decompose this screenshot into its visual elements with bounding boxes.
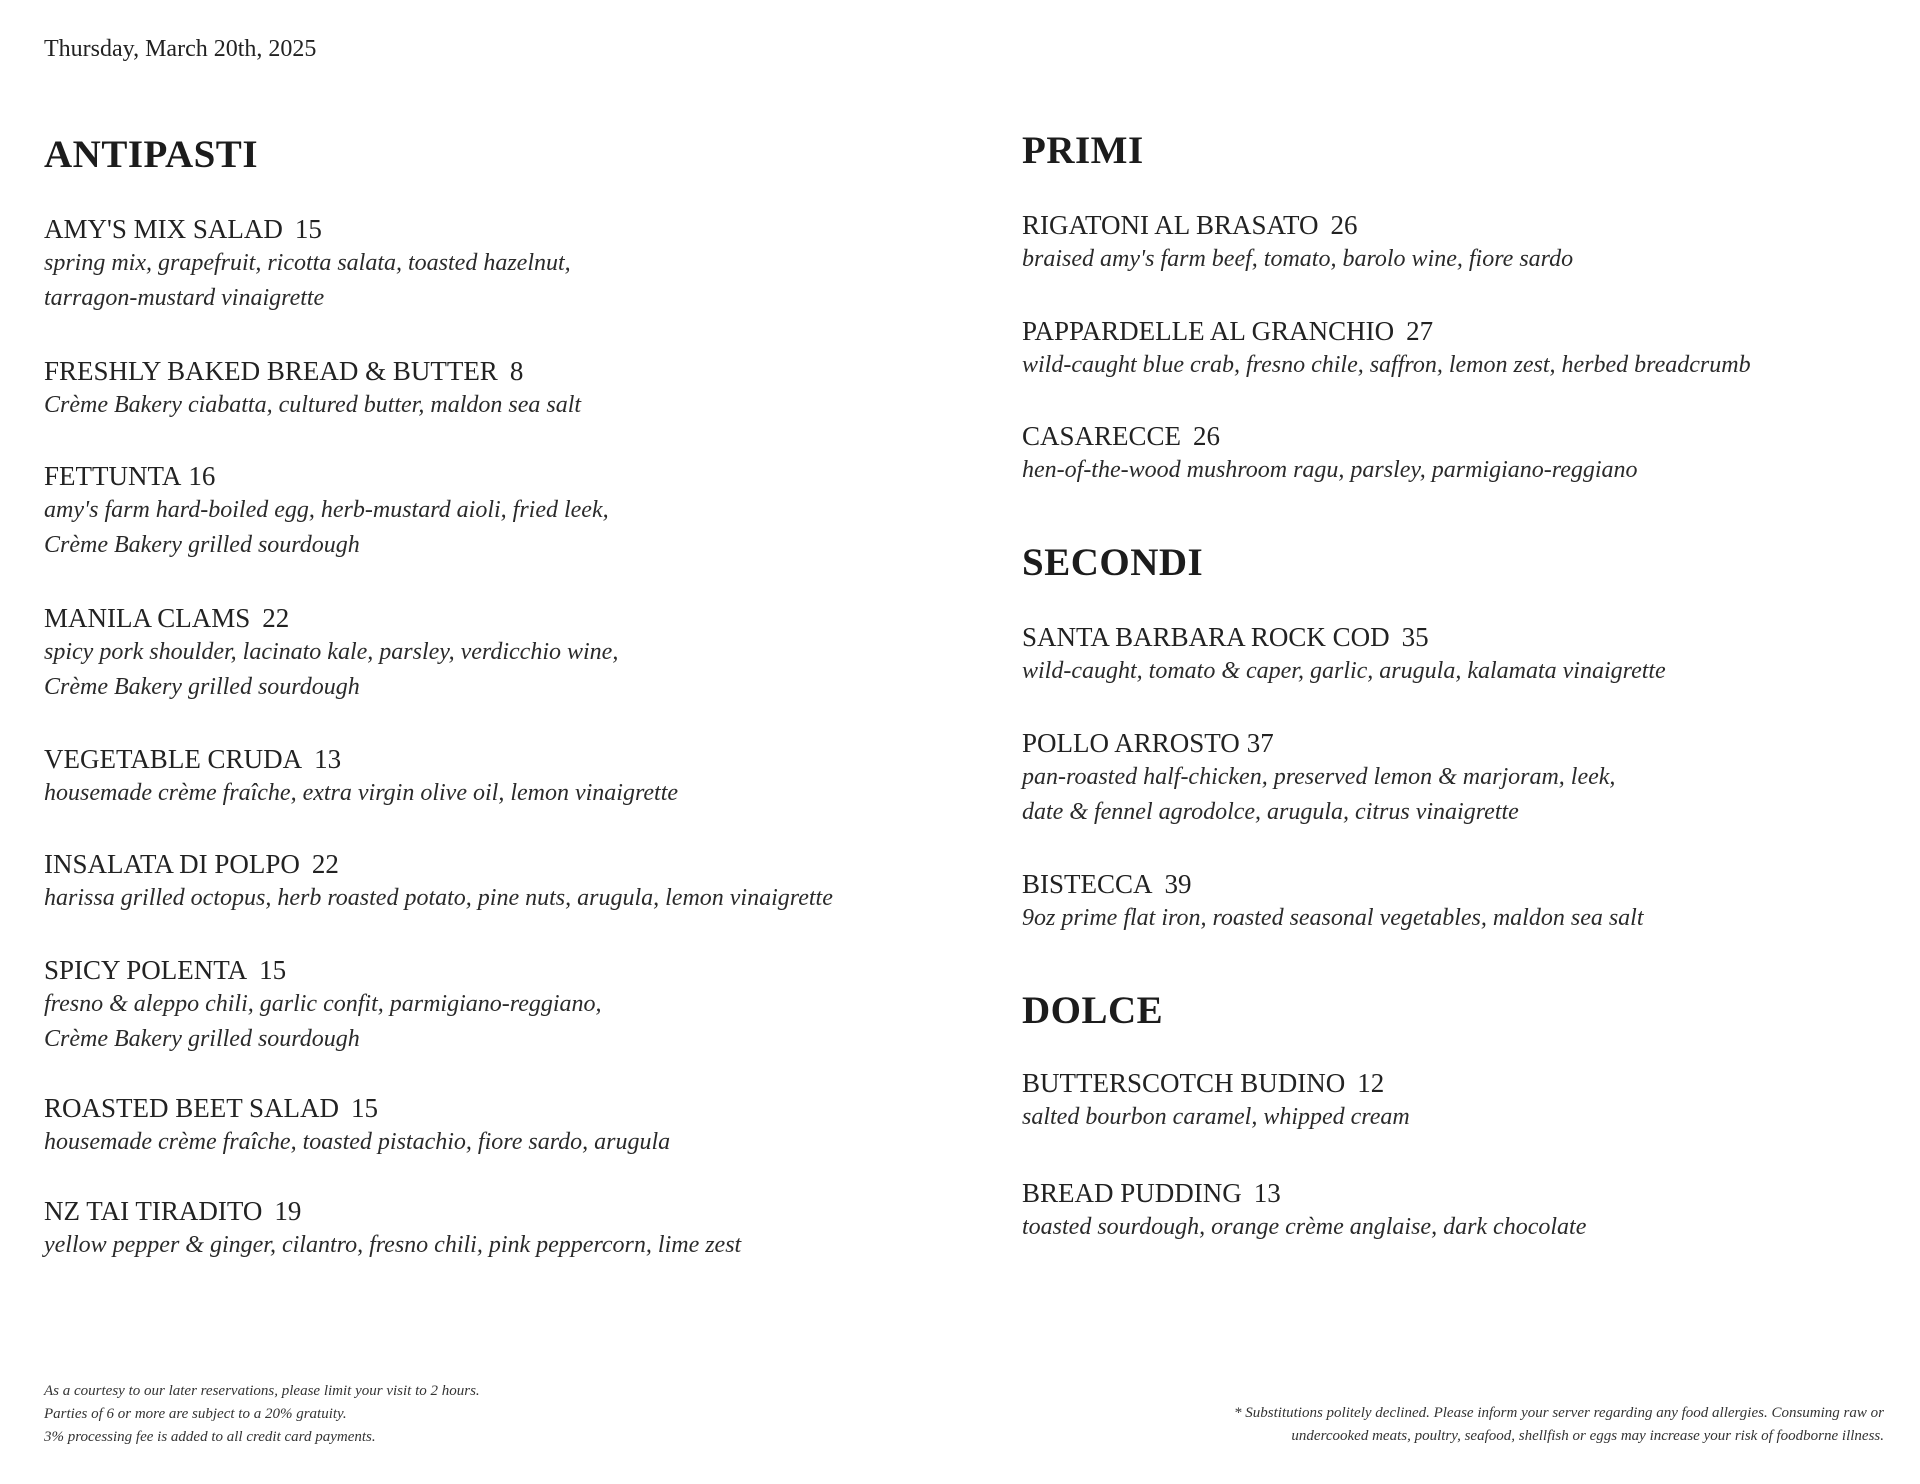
menu-item — [1022, 1176, 1586, 1245]
item-description: 9oz prime flat iron, roasted seasonal vegetables, maldon sea salt — [1022, 905, 1644, 931]
item-description: spicy pork shoulder, lacinato kale, parsley, verdicchio wine, — [44, 639, 619, 665]
item-price: 22 — [311, 849, 339, 879]
item-price: 13 — [314, 744, 342, 774]
item-description: Crème Bakery grilled sourdough — [44, 532, 360, 558]
menu-item — [1022, 620, 1666, 689]
item-name: BISTECCA — [1022, 869, 1153, 899]
menu-item — [44, 847, 833, 916]
menu-item — [44, 742, 678, 811]
item-description: hen-of-the-wood mushroom ragu, parsley, parmigiano-reggiano — [1022, 457, 1638, 483]
item-description: housemade crème fraîche, extra virgin olive oil, lemon vinaigrette — [44, 780, 679, 806]
item-name-line — [44, 1194, 741, 1228]
menu-date: Thursday, March 20th, 2025 — [44, 36, 317, 62]
section-title-primi: PRIMI — [1022, 129, 1144, 172]
menu-item — [44, 953, 602, 1057]
item-name: SANTA BARBARA ROCK COD — [1022, 622, 1390, 652]
item-description: housemade crème fraîche, toasted pistachio, fiore sardo, arugula — [44, 1129, 671, 1155]
item-name: MANILA CLAMS — [44, 603, 251, 633]
menu-item — [44, 459, 609, 563]
item-name: NZ TAI TIRADITO — [44, 1196, 263, 1226]
menu-item — [1022, 208, 1573, 277]
item-name: FETTUNTA — [44, 461, 182, 491]
footer-note: Parties of 6 or more are subject to a 20% gratuity. — [44, 1406, 347, 1422]
item-name-line — [44, 847, 833, 881]
item-name-line — [1022, 314, 1751, 348]
menu-item — [44, 1194, 741, 1263]
item-name: VEGETABLE CRUDA — [44, 744, 303, 774]
item-name: PAPPARDELLE AL GRANCHIO — [1022, 316, 1395, 346]
item-name: ROASTED BEET SALAD — [44, 1093, 340, 1123]
menu-item — [44, 212, 571, 316]
item-name-line — [44, 212, 571, 246]
menu-item — [1022, 726, 1615, 830]
item-description: fresno & aleppo chili, garlic confit, parmigiano-reggiano, — [44, 991, 602, 1017]
item-name: FRESHLY BAKED BREAD & BUTTER — [44, 356, 498, 386]
menu-item — [1022, 1066, 1410, 1135]
item-name: BREAD PUDDING — [1022, 1178, 1242, 1208]
item-price: 22 — [262, 603, 290, 633]
menu-item — [1022, 314, 1751, 383]
item-name-line — [1022, 867, 1644, 901]
footer-note: As a courtesy to our later reservations, please limit your visit to 2 hours. — [44, 1383, 480, 1399]
item-price: 8 — [509, 356, 524, 386]
footer-policy-notes — [44, 1380, 480, 1449]
item-name: RIGATONI AL BRASATO — [1022, 210, 1319, 240]
section-title-secondi: SECONDI — [1022, 541, 1204, 584]
item-price: 27 — [1406, 316, 1434, 346]
section-title-antipasti: ANTIPASTI — [44, 133, 258, 176]
section-title-dolce: DOLCE — [1022, 989, 1164, 1032]
footer-note: 3% processing fee is added to all credit card payments. — [44, 1429, 376, 1445]
menu-item — [1022, 867, 1644, 936]
footer-note: * Substitutions politely declined. Please inform your server regarding any food allergies. Consuming raw or — [1234, 1405, 1884, 1421]
item-price: 39 — [1164, 869, 1192, 899]
item-name-line — [44, 1091, 670, 1125]
item-description: wild-caught blue crab, fresno chile, saffron, lemon zest, herbed breadcrumb — [1022, 352, 1751, 378]
item-description: spring mix, grapefruit, ricotta salata, toasted hazelnut, — [44, 250, 571, 276]
menu-item — [1022, 419, 1638, 488]
item-name-line — [44, 742, 678, 776]
item-name: INSALATA DI POLPO — [44, 849, 300, 879]
item-name-line — [1022, 1176, 1586, 1210]
menu-item — [44, 601, 618, 705]
item-description: Crème Bakery grilled sourdough — [44, 674, 360, 700]
item-name: BUTTERSCOTCH BUDINO — [1022, 1068, 1346, 1098]
menu-item — [44, 354, 581, 423]
item-description: wild-caught, tomato & caper, garlic, arugula, kalamata vinaigrette — [1022, 658, 1666, 684]
item-price: 12 — [1357, 1068, 1385, 1098]
item-name-line — [44, 459, 609, 493]
item-description: harissa grilled octopus, herb roasted potato, pine nuts, arugula, lemon vinaigrette — [44, 885, 833, 911]
item-price: 26 — [1330, 210, 1358, 240]
footer-note: undercooked meats, poultry, seafood, shellfish or eggs may increase your risk of foodborne illness. — [1291, 1428, 1884, 1444]
item-description: pan-roasted half-chicken, preserved lemon & marjoram, leek, — [1022, 764, 1616, 790]
item-description: date & fennel agrodolce, arugula, citrus vinaigrette — [1022, 799, 1519, 825]
footer-allergy-notice — [984, 1402, 1884, 1448]
item-name: POLLO ARROSTO — [1022, 728, 1240, 758]
item-price: 15 — [351, 1093, 379, 1123]
item-description: Crème Bakery ciabatta, cultured butter, maldon sea salt — [44, 392, 582, 418]
item-price: 19 — [274, 1196, 302, 1226]
item-name-line — [44, 354, 581, 388]
item-description: Crème Bakery grilled sourdough — [44, 1026, 360, 1052]
item-name: SPICY POLENTA — [44, 955, 248, 985]
item-name: CASARECCE — [1022, 421, 1182, 451]
item-name-line — [44, 953, 602, 987]
item-description: tarragon-mustard vinaigrette — [44, 285, 325, 311]
item-price: 37 — [1246, 728, 1274, 758]
item-description: toasted sourdough, orange crème anglaise, dark chocolate — [1022, 1214, 1587, 1240]
item-price: 15 — [259, 955, 287, 985]
item-price: 26 — [1193, 421, 1221, 451]
menu-item — [44, 1091, 670, 1160]
item-name: AMY'S MIX SALAD — [44, 214, 283, 244]
item-price: 13 — [1253, 1178, 1281, 1208]
item-description: yellow pepper & ginger, cilantro, fresno chili, pink peppercorn, lime zest — [44, 1232, 742, 1258]
item-price: 35 — [1401, 622, 1429, 652]
item-name-line — [1022, 1066, 1410, 1100]
item-description: salted bourbon caramel, whipped cream — [1022, 1104, 1410, 1130]
item-name-line — [1022, 620, 1666, 654]
item-name-line — [44, 601, 618, 635]
item-price: 15 — [294, 214, 322, 244]
item-name-line — [1022, 208, 1573, 242]
item-name-line — [1022, 726, 1615, 760]
item-price: 16 — [188, 461, 216, 491]
item-description: amy's farm hard-boiled egg, herb-mustard aioli, fried leek, — [44, 497, 609, 523]
item-name-line — [1022, 419, 1638, 453]
item-description: braised amy's farm beef, tomato, barolo wine, fiore sardo — [1022, 246, 1574, 272]
